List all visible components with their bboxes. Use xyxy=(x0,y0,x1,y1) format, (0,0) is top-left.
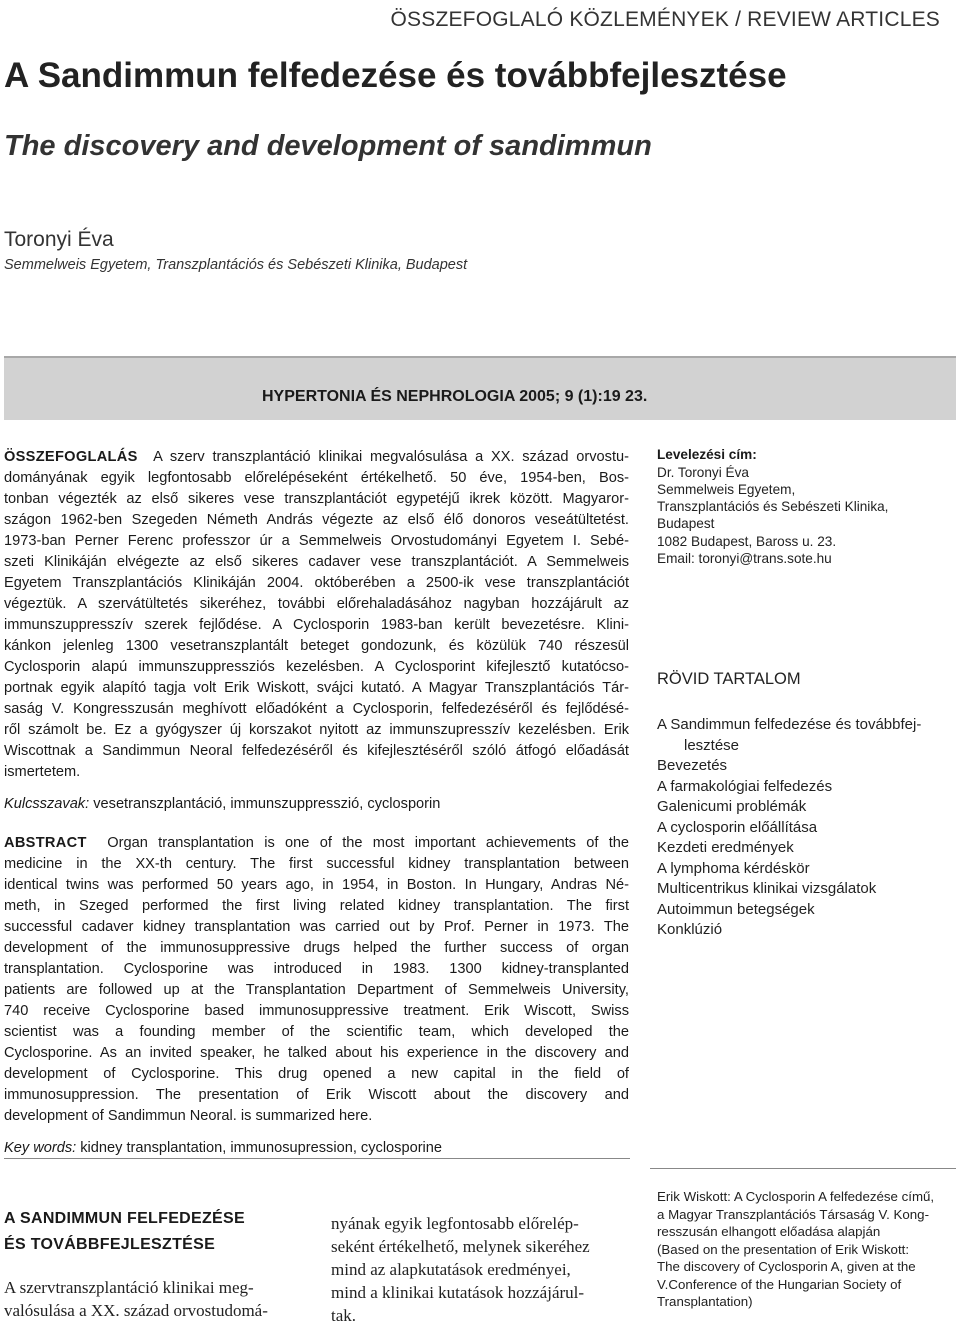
abstract-heading: ABSTRACT xyxy=(4,835,87,851)
summary-line: Cyclosporin alapú immunszuppressziós kezelésben. A Cyclosporint kifejlesztő kutatócso- xyxy=(4,659,629,675)
summary-heading: ÖSSZEFOGLALÁS xyxy=(4,449,138,465)
abstract-divider xyxy=(4,1158,630,1159)
note-line: Transplantation) xyxy=(657,1294,753,1309)
abstract-line: immunosuppression. The presentation of Erik Wiscott about the discovery and xyxy=(4,1087,629,1103)
section-header: ÖSSZEFOGLALÓ KÖZLEMÉNYEK / REVIEW ARTICLES xyxy=(390,8,940,31)
correspondence-line: Semmelweis Egyetem, xyxy=(657,482,796,497)
toc-item: Konklúzió xyxy=(657,921,723,938)
correspondence-line: Transzplantációs és Sebészeti Klinika, xyxy=(657,499,889,514)
toc-item: Multicentrikus klinikai vizsgálatok xyxy=(657,880,877,897)
sidebar-divider xyxy=(650,1168,956,1169)
body-column-2-line: seként értékelhető, melynek sikeréhez xyxy=(331,1237,590,1256)
abstract-line: development of Sandimmun Neoral. is summarized here. xyxy=(4,1108,373,1124)
toc-item: Bevezetés xyxy=(657,757,728,774)
correspondence-email[interactable]: Email: toronyi@trans.sote.hu xyxy=(657,551,832,566)
abstract-line: transplantation. Cyclosporine was introduced in 1983. 1300 kidney-transplanted xyxy=(4,961,629,977)
article-title-english: The discovery and development of sandimmun xyxy=(4,130,652,162)
summary-line: ről számolt be. Ez a gyógyszer új korszakot nyitott az immunszupresszív kezelésben. Erik xyxy=(4,722,629,738)
summary-line: immunszuppresszív szerek fejlődése. A Cyclosporin 1983-ban került bevezetésre. Klini- xyxy=(4,617,629,633)
note-line: a Magyar Transzplantációs Társaság V. Kong- xyxy=(657,1207,929,1222)
author-name: Toronyi Éva xyxy=(4,228,114,251)
abstract-line: medicine in the XX-th century. The first successful kidney transplantation between xyxy=(4,856,629,872)
toc-item: A cyclosporin előállítása xyxy=(657,819,818,836)
note-line: V.Conference of the Hungarian Society of xyxy=(657,1277,902,1292)
author-affiliation: Semmelweis Egyetem, Transzplantációs és Sebészeti Klinika, Budapest xyxy=(4,257,468,273)
toc-item: lesztése xyxy=(684,737,740,754)
toc-item: A Sandimmun felfedezése és továbbfej- xyxy=(657,716,922,733)
section-heading: A SANDIMMUN FELFEDEZÉSE xyxy=(4,1210,245,1227)
abstract-line: successful cadaver kidney transplantation was carried out by Prof. Perner in 1973. The xyxy=(4,919,629,935)
keywords-hungarian: Kulcsszavak: vesetranszplantáció, immunszuppresszió, cyclosporin xyxy=(4,796,441,812)
note-line: Erik Wiskott: A Cyclosporin A felfedezése című, xyxy=(657,1189,935,1204)
keywords-english: Key words: kidney transplantation, immunosupression, cyclosporine xyxy=(4,1140,443,1156)
toc-item: A lymphoma kérdéskör xyxy=(657,860,810,877)
summary-line: ÖSSZEFOGLALÁS A szerv transzplantáció klinikai megvalósulása a XX. század orvostu- xyxy=(4,449,629,465)
summary-line: végeztük. A szervátültetés sikeréhez, további előrehaladásához nagyban hozzájárult az xyxy=(4,596,629,612)
summary-line: ismertetem. xyxy=(4,764,81,780)
toc-item: A farmakológiai felfedezés xyxy=(657,778,833,795)
body-column-2-line: mind az alapkutatások eredményei, xyxy=(331,1260,571,1279)
abstract-line: Cyclosporine. As an invited speaker, he talked about his experience in the discovery and xyxy=(4,1045,629,1061)
keywords-label: Kulcsszavak: xyxy=(4,796,90,812)
correspondence-line: 1082 Budapest, Baross u. 23. xyxy=(657,534,837,549)
summary-line: dományának egyik legfontosabb előrelépéseként értékelhető. 50 éve, 1954-ben, Bos- xyxy=(4,470,629,486)
note-line: (Based on the presentation of Erik Wiskott: xyxy=(657,1242,910,1257)
toc-title: RÖVID TARTALOM xyxy=(657,670,801,688)
abstract-line: scientist was a founding member of the scientific team, which developed the xyxy=(4,1024,629,1040)
note-line: The discovery of Cyclosporin A, given at the xyxy=(657,1259,916,1274)
summary-line: kánkon jelenleg 1300 vesetranszplantált beteget gondozunk, és közülük 740 részesül xyxy=(4,638,629,654)
body-column-1-line: valósulása a XX. század orvostudomá- xyxy=(4,1301,268,1320)
journal-citation: HYPERTONIA ÉS NEPHROLOGIA 2005; 9 (1):19 23. xyxy=(262,388,648,405)
note-line: resszusán elhangott előadása alapján xyxy=(657,1224,881,1239)
abstract-line: development of Cyclosporine. This drug opened a new capital in the field of xyxy=(4,1066,629,1082)
summary-line: Wiscottnak a Sandimmun Neoral felfedezéséről és kifejlesztéséről szóló átfogó előadását xyxy=(4,743,629,759)
body-column-2-line: nyának egyik legfontosabb előrelép- xyxy=(331,1214,579,1233)
abstract-line: identical twins was performed 50 years ago, in 1954, in Boston. In Hungary, Andras Né- xyxy=(4,877,629,893)
keywords-label: Key words: xyxy=(4,1140,77,1156)
abstract-line: 740 receive Cyclosporine based immunosuppressive treatment. Erik Wiscott, Swiss xyxy=(4,1003,629,1019)
body-column-2-line: mind a klinikai kutatások hozzájárul- xyxy=(331,1283,585,1302)
toc-item: Kezdeti eredmények xyxy=(657,839,794,856)
abstract-line: patients are followed up at the Transplantation Department of Semmelweis University, xyxy=(4,982,629,998)
correspondence-heading: Levelezési cím: xyxy=(657,447,757,462)
summary-line: 1973-ban Perner Ferenc professzor úr a Semmelweis Orvostudományi Egyetem I. Sebé- xyxy=(4,533,629,549)
body-column-2-line: tak. xyxy=(331,1306,357,1325)
summary-line: Egyetem Transzplantációs Klinikáján 2004. októberében a 2500-ik vese transzplantációt xyxy=(4,575,629,591)
toc-item: Autoimmun betegségek xyxy=(657,901,815,918)
summary-line: saság V. Kongresszusán meghívott előadóként a Cyclosporin, felfedezéséről és fejlődésé- xyxy=(4,701,629,717)
summary-line: tonban végezték az első sikeres vese transzplantációt egypetéjű ikrek között. Magyaror- xyxy=(4,491,629,507)
abstract-line: development of the immunosuppressive drugs helped the further success of organ xyxy=(4,940,629,956)
correspondence-line: Budapest xyxy=(657,516,715,531)
summary-line: szágon 1962-ben Szegeden Németh András végezte az első élő donoros veseátültetést. xyxy=(4,512,629,528)
abstract-line: ABSTRACT Organ transplantation is one of the most important achievements of the xyxy=(4,835,629,851)
correspondence-line: Dr. Toronyi Éva xyxy=(657,465,749,480)
body-column-1-line: A szervtranszplantáció klinikai meg- xyxy=(4,1278,254,1297)
section-heading: ÉS TOVÁBBFEJLESZTÉSE xyxy=(4,1236,216,1253)
article-title-hungarian: A Sandimmun felfedezése és továbbfejlesztése xyxy=(4,56,787,95)
summary-line: portnak egyik alapító tagja volt Erik Wiskott, svájci kutató. A Magyar Transzplantációs Tár- xyxy=(4,680,629,696)
abstract-line: meth, in Szeged performed the first living related kidney transplantation. The first xyxy=(4,898,629,914)
summary-line: szeti Klinikáján elvégezte az első sikeres cadaver vese transzplantációt. A Semmelweis xyxy=(4,554,629,570)
toc-item: Galenicumi problémák xyxy=(657,798,807,815)
